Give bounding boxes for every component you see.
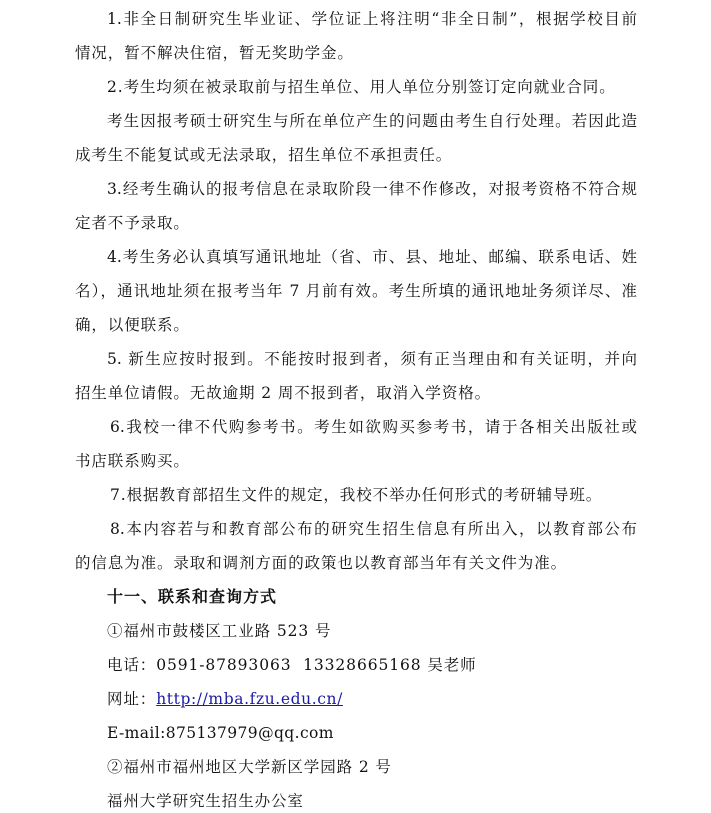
website-label: 网址：	[107, 690, 157, 708]
paragraph-2-line-1: 2.考生均须在被录取前与招生单位、用人单位分别签订定向就业合同。	[107, 78, 616, 96]
phone-label: 电话：	[107, 656, 157, 674]
paragraph-8-line-1: 7.根据教育部招生文件的规定，我校不举办任何形式的考研辅导班。	[110, 486, 603, 504]
section-heading: 十一、联系和查询方式	[107, 587, 278, 606]
website-link[interactable]: http://mba.fzu.edu.cn/	[156, 690, 343, 708]
paragraph-5-line-2: 名），通讯地址须在报考当年 7 月前有效。考生所填的通讯地址务须详尽、准	[75, 282, 637, 300]
paragraph-7-line-1: 6.我校一律不代购参考书。考生如欲购买参考书，请于各相关出版社或	[110, 418, 637, 436]
paragraph-6-line-1: 5. 新生应按时报到。不能按时报到者，须有正当理由和有关证明，并向	[107, 350, 637, 368]
contact-phone	[107, 654, 477, 676]
paragraph-3-line-1: 考生因报考硕士研究生与所在单位产生的问题由考生自行处理。若因此造	[107, 112, 637, 130]
contact-website	[107, 688, 343, 710]
contact-office: 福州大学研究生招生办公室	[107, 792, 304, 810]
paragraph-6-line-2: 招生单位请假。无故逾期 2 周不报到者，取消入学资格。	[75, 384, 492, 402]
phone-value: 0591-87893063 13328665168 吴老师	[156, 656, 477, 674]
contact-email: E-mail:875137979@qq.com	[107, 724, 334, 742]
paragraph-5-line-1: 4.考生务必认真填写通讯地址（省、市、县、地址、邮编、联系电话、姓	[107, 248, 637, 266]
contact-address-1: ①福州市鼓楼区工业路 523 号	[107, 622, 332, 640]
paragraph-3-line-2: 成考生不能复试或无法录取，招生单位不承担责任。	[75, 146, 453, 164]
paragraph-1-line-2: 情况，暂不解决住宿，暂无奖助学金。	[75, 44, 354, 62]
contact-address-2: ②福州市福州地区大学新区学园路 2 号	[107, 758, 392, 776]
paragraph-5-line-3: 确，以便联系。	[75, 316, 190, 334]
paragraph-4-line-2: 定者不予录取。	[75, 214, 190, 232]
paragraph-7-line-2: 书店联系购买。	[75, 452, 190, 470]
paragraph-9-line-1: 8.本内容若与和教育部公布的研究生招生信息有所出入，以教育部公布	[110, 520, 637, 538]
paragraph-9-line-2: 的信息为准。录取和调剂方面的政策也以教育部当年有关文件为准。	[75, 554, 568, 572]
paragraph-4-line-1: 3.经考生确认的报考信息在录取阶段一律不作修改，对报考资格不符合规	[107, 180, 637, 198]
paragraph-1-line-1: 1.非全日制研究生毕业证、学位证上将注明“非全日制”，根据学校目前	[107, 10, 637, 28]
